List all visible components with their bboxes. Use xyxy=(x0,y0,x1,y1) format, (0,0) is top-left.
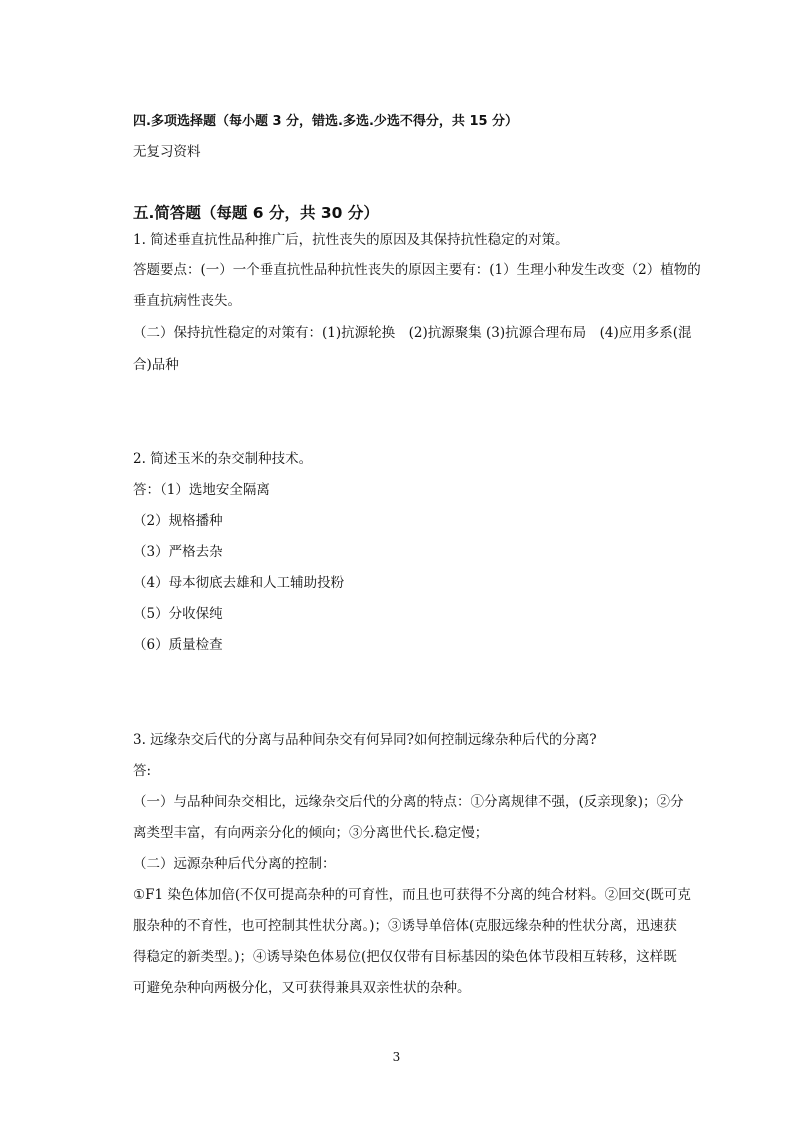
q2-answer-line: （2）规格播种 xyxy=(133,513,223,529)
q3-answer-line: 可避免杂种向两极分化，又可获得兼具双亲性状的杂种。 xyxy=(133,980,471,996)
q2-answer-line: （5）分收保纯 xyxy=(133,606,223,622)
q2-question: 2. 简述玉米的杂交制种技术。 xyxy=(133,451,313,467)
q1-answer-line: 合)品种 xyxy=(133,357,179,373)
q2-answer-line: （6）质量检查 xyxy=(133,637,223,653)
section4-body: 无复习资料 xyxy=(133,144,201,160)
q3-question: 3. 远缘杂交后代的分离与品种间杂交有何异同?如何控制远缘杂种后代的分离? xyxy=(133,732,597,748)
q3-answer-line: （一）与品种间杂交相比，远缘杂交后代的分离的特点：①分离规律不强，(反亲现象)；②分 xyxy=(133,794,684,810)
q3-answer-line: 得稳定的新类型。)；④诱导染色体易位(把仅仅带有目标基因的染色体节段相互转移，这样既 xyxy=(133,949,677,965)
q3-answer-line: 离类型丰富，有向两亲分化的倾向；③分离世代长.稳定慢； xyxy=(133,825,489,841)
q1-answer-line: 垂直抗病性丧失。 xyxy=(133,293,241,309)
page-number: 3 xyxy=(392,1050,401,1064)
q3-answer-line: ①F1 染色体加倍(不仅可提高杂种的可育性，而且也可获得不分离的纯合材料。②回交(既可克 xyxy=(133,887,691,903)
section5-heading: 五.简答题（每题 6 分，共 30 分） xyxy=(133,204,379,222)
q1-answer-line: 答题要点：(一）一个垂直抗性品种抗性丧失的原因主要有：(1）生理小种发生改变（2）植物的 xyxy=(133,262,701,278)
q2-answer-line: （4）母本彻底去雄和人工辅助投粉 xyxy=(133,575,345,591)
q1-question: 1. 简述垂直抗性品种推广后，抗性丧失的原因及其保持抗性稳定的对策。 xyxy=(133,232,569,248)
section4-heading: 四.多项选择题（每小题 3 分，错选.多选.少选不得分，共 15 分） xyxy=(133,114,519,129)
q2-answer-line: （3）严格去杂 xyxy=(133,544,223,560)
q3-answer-line: 答: xyxy=(133,763,152,779)
q3-answer-line: 服杂种的不育性，也可控制其性状分离。)；③诱导单倍体(克服远缘杂种的性状分离，迅速获 xyxy=(133,918,677,934)
q3-answer-line: （二）远源杂种后代分离的控制： xyxy=(133,856,336,872)
q2-answer-line: 答：（1）选地安全隔离 xyxy=(133,482,270,498)
q1-answer-line: （二）保持抗性稳定的对策有：(1)抗源轮换 (2)抗源聚集 (3)抗源合理布局 (4)应用多系(混 xyxy=(133,325,692,341)
